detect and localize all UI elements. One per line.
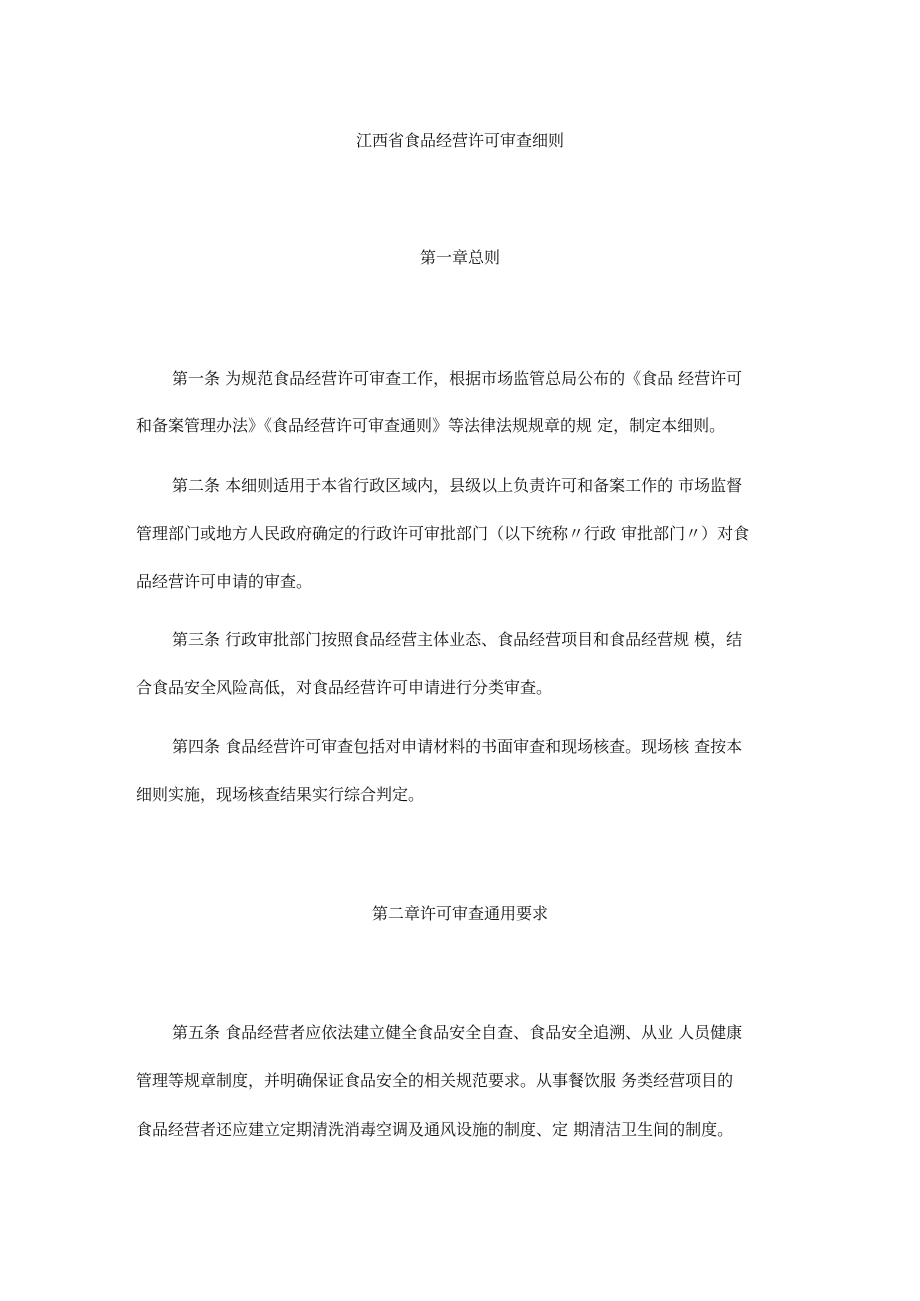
article-4-line-2: 细则实施，现场核查结果实行综合判定。 (136, 785, 425, 804)
article-1-line-1: 第一条 为规范食品经营许可审查工作，根据市场监管总局公布的《食品 经营许可 (172, 369, 743, 388)
article-4-line-1: 第四条 食品经营许可审查包括对申请材料的书面审查和现场核查。现场核 查按本 (172, 737, 743, 756)
chapter-1-title: 第一章总则 (419, 248, 500, 267)
article-3-line-1: 第三条 行政审批部门按照食品经营主体业态、食品经营项目和食品经营规 模，结 (172, 630, 743, 649)
article-2-line-3: 品经营许可申请的审查。 (136, 572, 313, 591)
article-1-line-2: 和备案管理办法》《食品经营许可审查通则》等法律法规规章的规 定，制定本细则。 (136, 416, 726, 435)
article-5-line-2: 管理等规章制度，并明确保证食品安全的相关规范要求。从事餐饮服 务类经营项目的 (136, 1071, 734, 1090)
article-3-line-2: 合食品安全风险高低，对食品经营许可申请进行分类审查。 (136, 678, 553, 697)
chapter-2-title: 第二章许可审查通用要求 (371, 904, 548, 923)
document-title: 江西省食品经营许可审查细则 (355, 131, 564, 150)
article-2-line-2: 管理部门或地方人民政府确定的行政许可审批部门（以下统称〃行政 审批部门〃）对食 (136, 524, 750, 543)
article-2-line-1: 第二条 本细则适用于本省行政区域内，县级以上负责许可和备案工作的 市场监督 (172, 476, 743, 495)
article-5-line-1: 第五条 食品经营者应依法建立健全食品安全自查、食品安全追溯、从业 人员健康 (172, 1023, 743, 1042)
article-5-line-3: 食品经营者还应建立定期清洗消毒空调及通风设施的制度、定 期清洁卫生间的制度。 (136, 1120, 734, 1139)
